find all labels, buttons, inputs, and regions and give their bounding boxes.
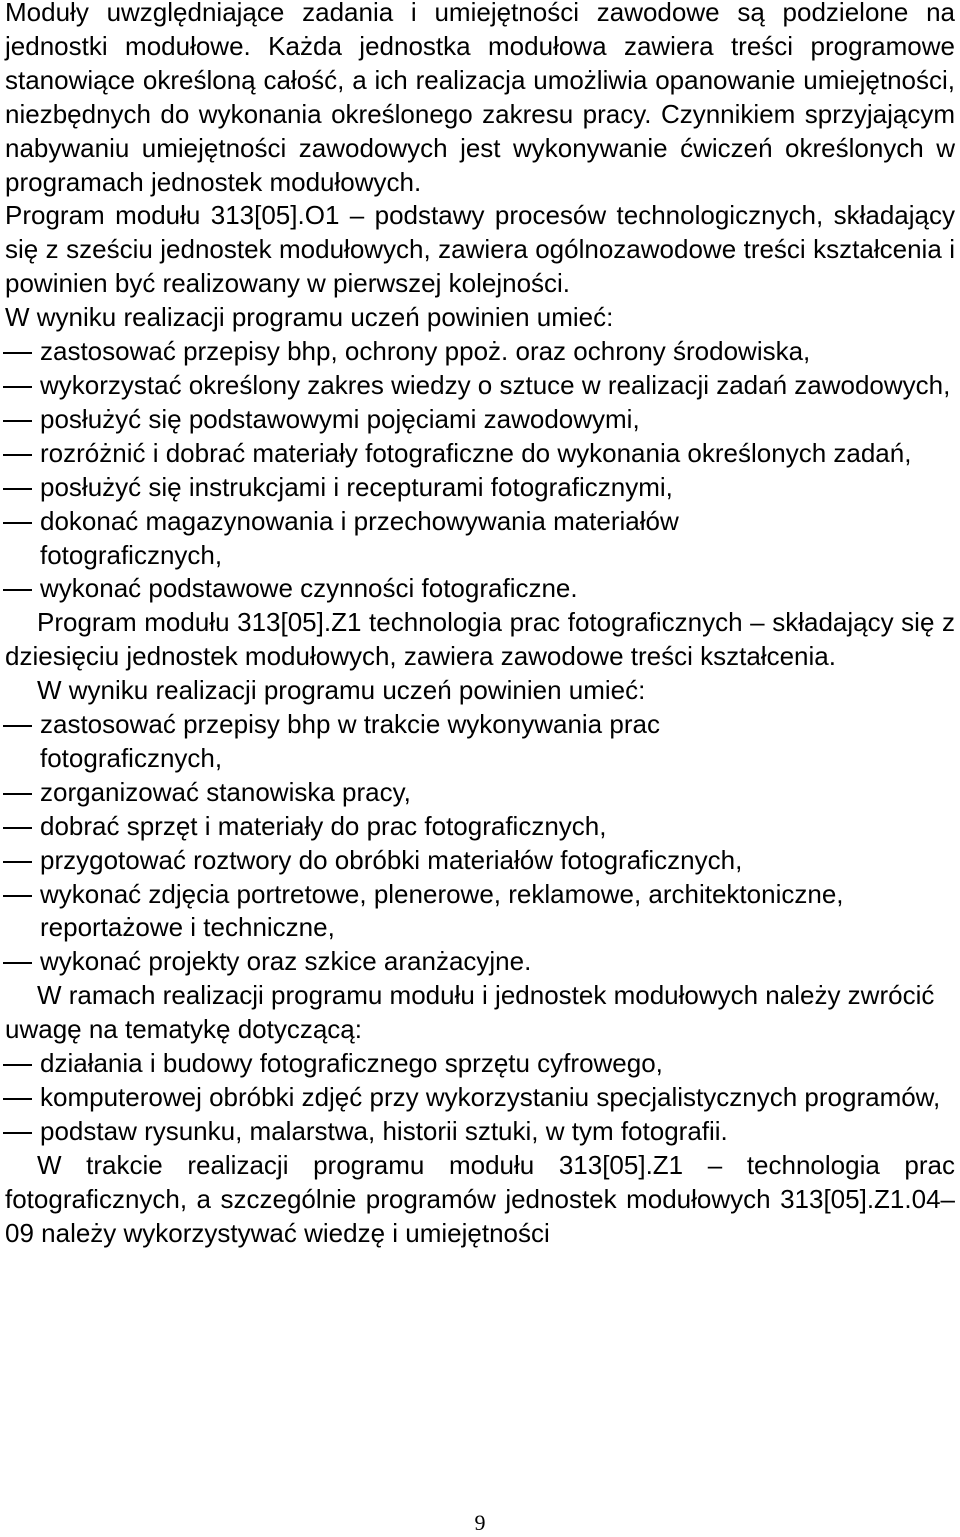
dash-bullet: [3, 1064, 32, 1066]
dash-bullet: [3, 488, 32, 490]
dash-bullet: [3, 522, 32, 524]
list-item: zorganizować stanowiska pracy,: [5, 776, 955, 810]
thematic-lead: W ramach realizacji programu modułu i jednostek modułowych należy zwrócić uwagę na tematykę dotyczącą:: [5, 980, 935, 1045]
dash-bullet: [3, 793, 32, 795]
list-item: dobrać sprzęt i materiały do prac fotograficznych,: [5, 810, 955, 844]
dash-bullet: [3, 589, 32, 591]
list-item: posłużyć się podstawowymi pojęciami zawodowymi,: [5, 403, 955, 437]
program-z1-paragraph: Program modułu 313[05].Z1 technologia prac fotograficznych – składający się z dziesięciu jednostek modułowych, zawiera zawodowe treści kształcenia.: [5, 607, 955, 672]
list-item: działania i budowy fotograficznego sprzętu cyfrowego,: [5, 1047, 955, 1081]
list-item: zastosować przepisy bhp w trakcie wykonywania prac fotograficznych,: [5, 708, 955, 776]
list-item: wykonać projekty oraz szkice aranżacyjne.: [5, 945, 955, 979]
closing-paragraph: W trakcie realizacji programu modułu 313[05].Z1 – technologia prac fotograficznych, a szczególnie programów jednostek modułowych 313[05].Z1.04–09 należy wykorzystywać wiedzę i umiejętności: [5, 1149, 955, 1248]
list-item: wykonać podstawowe czynności fotograficzne.: [5, 572, 955, 606]
document-body: [5, 0, 955, 1251]
dash-bullet: [3, 386, 32, 388]
list-item: zastosować przepisy bhp, ochrony ppoż. oraz ochrony środowiska,: [5, 335, 955, 369]
learning-outcomes-lead-2: W wyniku realizacji programu uczeń powinien umieć:: [37, 675, 646, 706]
dash-bullet: [3, 420, 32, 422]
list-item: wykorzystać określony zakres wiedzy o sztuce w realizacji zadań zawodowych,: [5, 369, 955, 403]
list-item: wykonać zdjęcia portretowe, plenerowe, reklamowe, architektoniczne, reportażowe i techniczne,: [5, 878, 955, 946]
dash-bullet: [3, 454, 32, 456]
list-item: przygotować roztwory do obróbki materiałów fotograficznych,: [5, 844, 955, 878]
program-o1-paragraph: Program modułu 313[05].O1 – podstawy procesów technologicznych, składający się z sześciu jednostek modułowych, zawiera ogólnozawodowe treści kształcenia i powinien być realizowany w pierwszej kolejności.: [5, 200, 955, 299]
list-item: komputerowej obróbki zdjęć przy wykorzystaniu specjalistycznych programów,: [5, 1081, 955, 1115]
thematic-list: [5, 1047, 955, 1149]
list-item: podstaw rysunku, malarstwa, historii sztuki, w tym fotografii.: [5, 1115, 955, 1149]
intro-paragraph: Moduły uwzględniające zadania i umiejętności zawodowe są podzielone na jednostki modułowe. Każda jednostka modułowa zawiera treści programowe stanowiące określoną całość, a ich realizacja umożliwia opanowanie umiejętności, niezbędnych do wykonania określonego zakresu pracy. Czynnikiem sprzyjającym nabywaniu umiejętności zawodowych jest wykonywanie ćwiczeń określonych w programach jednostek modułowych.: [5, 0, 955, 197]
learning-outcomes-lead-1: W wyniku realizacji programu uczeń powinien umieć:: [5, 302, 614, 333]
outcomes-list-2: [5, 708, 955, 979]
dash-bullet: [3, 861, 32, 863]
dash-bullet: [3, 1132, 32, 1134]
dash-bullet: [3, 1098, 32, 1100]
dash-bullet: [3, 895, 32, 897]
outcomes-list-1: [5, 335, 955, 606]
list-item: posłużyć się instrukcjami i recepturami fotograficznymi,: [5, 471, 955, 505]
list-item: rozróżnić i dobrać materiały fotograficzne do wykonania określonych zadań,: [5, 437, 955, 471]
dash-bullet: [3, 725, 32, 727]
dash-bullet: [3, 827, 32, 829]
page-number: 9: [474, 1510, 486, 1535]
dash-bullet: [3, 352, 32, 354]
dash-bullet: [3, 962, 32, 964]
list-item: dokonać magazynowania i przechowywania materiałów fotograficznych,: [5, 505, 955, 573]
